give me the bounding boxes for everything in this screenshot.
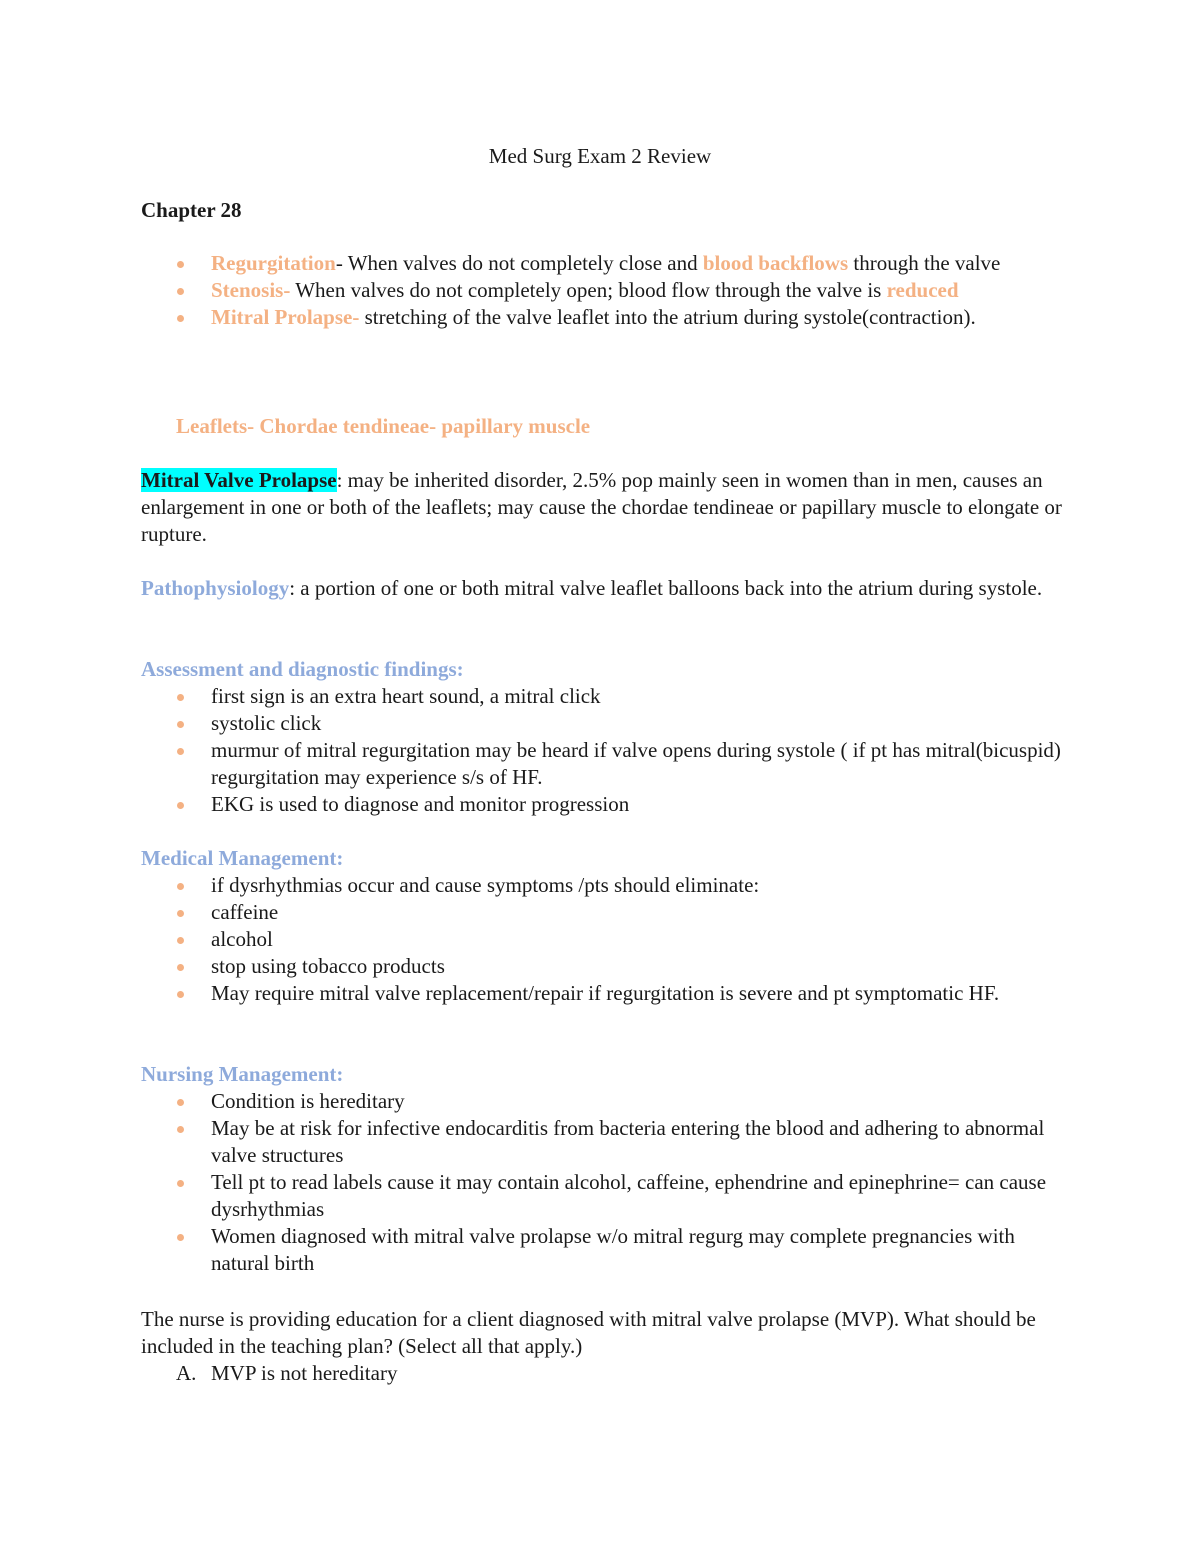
bullet-icon [177,910,184,917]
list-item [141,872,1071,899]
bullet-icon [177,315,184,322]
nursing-list [141,1088,1071,1277]
leaflets-line: Leaflets- Chordae tendineae- papillary muscle [176,414,591,438]
list-item-text: Women diagnosed with mitral valve prolapse w/o mitral regurg may complete pregnancies with natural birth [211,1224,1015,1275]
bullet-icon [177,1180,184,1187]
bullet-icon [177,964,184,971]
medical-heading: Medical Management: [141,846,344,870]
list-item-text: Condition is hereditary [211,1089,405,1113]
list-item [141,304,1071,331]
answer-option-a [176,1360,397,1387]
list-item [141,1169,1071,1223]
bullet-icon [177,1234,184,1241]
bullet-icon [177,802,184,809]
list-item [141,277,1071,304]
bullet-icon [177,1099,184,1106]
definition-text: When valves do not completely close and [347,251,703,275]
list-item [141,683,1071,710]
list-item [141,980,1071,1007]
list-item [141,737,1071,791]
list-item-text: murmur of mitral regurgitation may be heard if valve opens during systole ( if pt has mitral(bicuspid) regurgitation may experience s/s of HF. [211,738,1061,789]
term-stenosis: Stenosis- [211,278,291,302]
list-item [141,953,1071,980]
list-item-text: May be at risk for infective endocarditis from bacteria entering the blood and adhering to abnormal valve structures [211,1116,1045,1167]
bullet-icon [177,937,184,944]
list-item [141,899,1071,926]
patho-term: Pathophysiology [141,576,290,600]
mvp-term: Mitral Valve Prolapse [141,468,337,492]
list-item-text: systolic click [211,711,322,735]
bullet-icon [177,261,184,268]
bullet-icon [177,721,184,728]
list-item [141,710,1071,737]
list-item-text: EKG is used to diagnose and monitor progression [211,792,630,816]
medical-section [141,845,1071,1007]
term-regurgitation: Regurgitation [211,251,336,275]
list-item-text: if dysrhythmias occur and cause symptoms /pts should eliminate: [211,873,760,897]
chapter-heading: Chapter 28 [141,198,242,222]
definition-emphasis: blood backflows [702,251,849,275]
list-item-text: May require mitral valve replacement/repair if regurgitation is severe and pt symptomatic HF. [211,981,1000,1005]
question-stem: The nurse is providing education for a client diagnosed with mitral valve prolapse (MVP). What should be included in the teaching plan? (Select all that apply.) [141,1307,1036,1358]
bullet-icon [177,991,184,998]
mvp-text: : may be inherited disorder, 2.5% pop mainly seen in women than in men, causes an enlargement in one or both of the leaflets; may cause the chordae tendineae or papillary muscle to elongate or rupture. [141,468,1062,546]
mvp-paragraph [141,467,1071,548]
bullet-icon [177,694,184,701]
nursing-heading: Nursing Management: [141,1062,344,1086]
medical-list [141,872,1071,1007]
assessment-list [141,683,1071,818]
document-title: Med Surg Exam 2 Review [488,144,712,168]
definition-emphasis: reduced [886,278,959,302]
list-item-text: Tell pt to read labels cause it may contain alcohol, caffeine, ephendrine and epinephrine= can cause dysrhythmias [211,1170,1047,1221]
list-item-text: alcohol [211,927,273,951]
list-item [141,926,1071,953]
bullet-icon [177,288,184,295]
assessment-heading: Assessment and diagnostic findings: [141,657,464,681]
list-item [141,1115,1071,1169]
option-label: A. [176,1361,197,1385]
patho-text: : a portion of one or both mitral valve leaflet balloons back into the atrium during systole. [289,576,1043,600]
nursing-section [141,1061,1071,1277]
definition-sep: - [335,251,348,275]
option-text: MVP is not hereditary [211,1361,398,1385]
assessment-section [141,656,1071,818]
term-mitral-prolapse: Mitral Prolapse- [211,305,360,329]
list-item-text: stop using tobacco products [211,954,445,978]
list-item [141,1223,1071,1277]
definition-text-end: through the valve [848,251,1001,275]
list-item [141,791,1071,818]
bullet-icon [177,883,184,890]
definition-text: When valves do not completely open; blood flow through the valve is [295,278,887,302]
list-item-text: caffeine [211,900,279,924]
list-item [141,250,1071,277]
bullet-icon [177,1126,184,1133]
patho-paragraph [141,575,1071,602]
list-item-text: first sign is an extra heart sound, a mitral click [211,684,601,708]
bullet-icon [177,748,184,755]
list-item [141,1088,1071,1115]
definitions-section [141,250,1071,331]
definitions-list [141,250,1071,331]
definition-text: stretching of the valve leaflet into the atrium during systole(contraction). [364,305,976,329]
